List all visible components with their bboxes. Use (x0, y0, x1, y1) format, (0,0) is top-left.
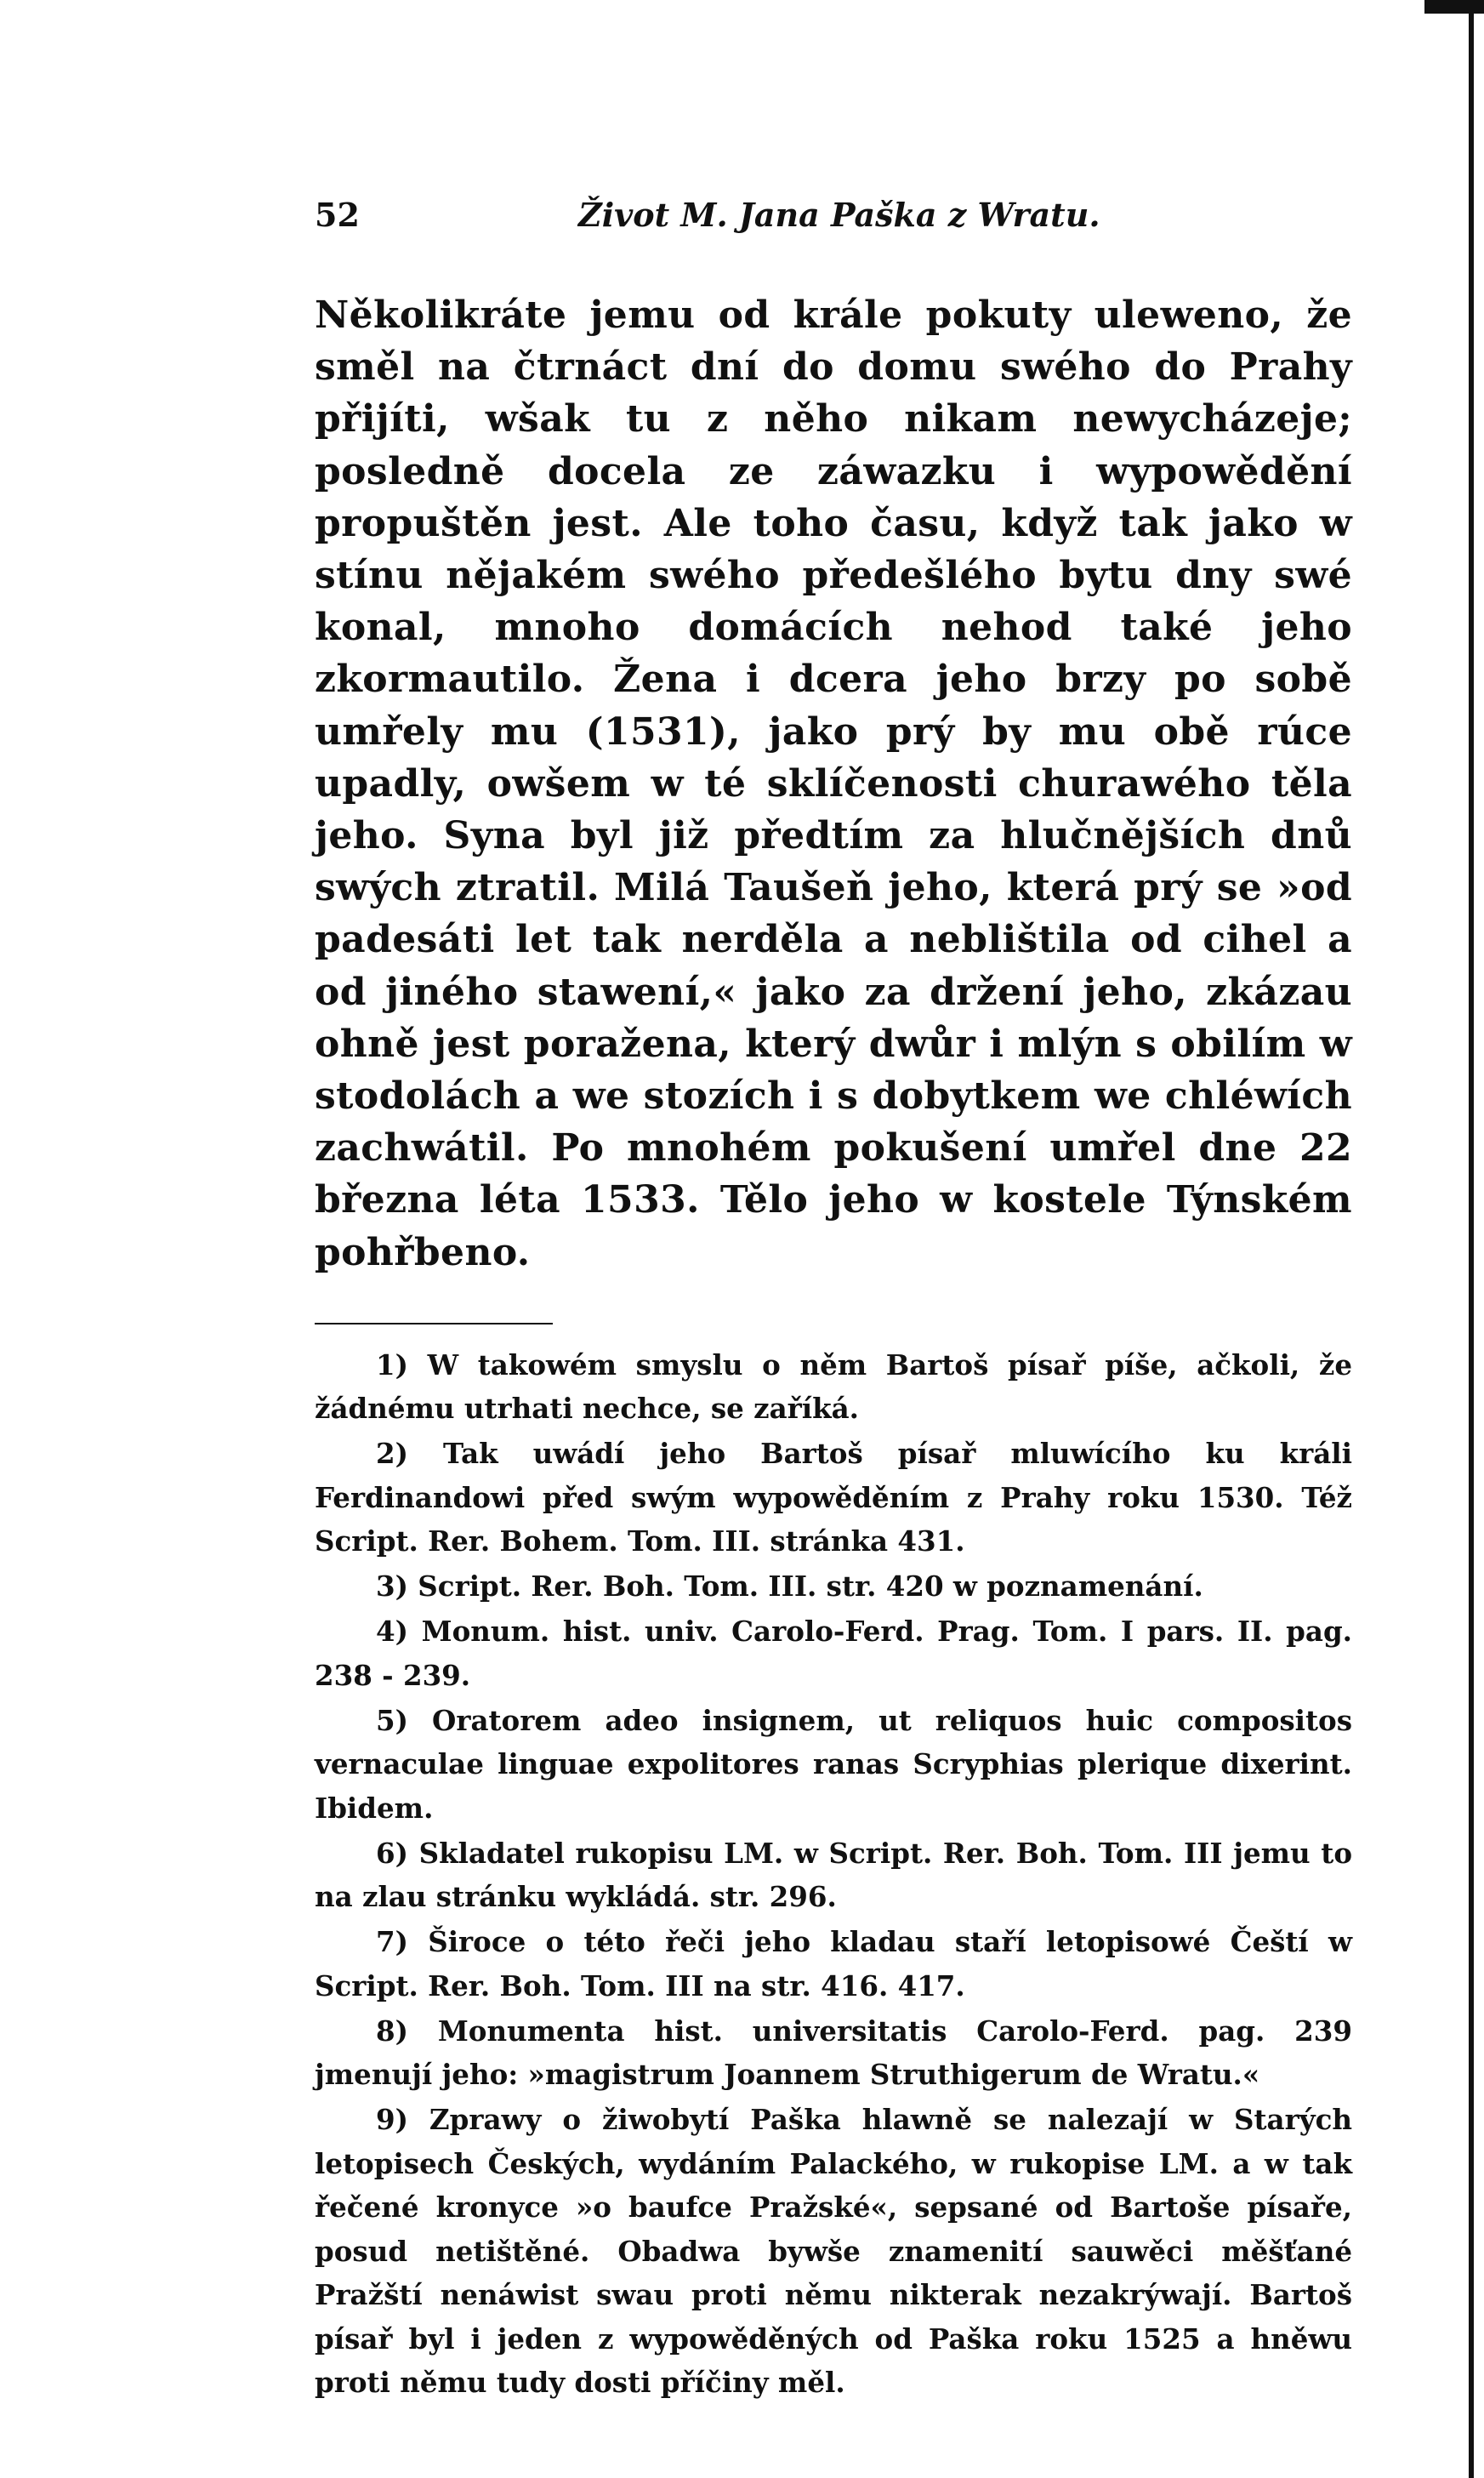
page-number: 52 (315, 196, 360, 234)
footnote-8: 8) Monumenta hist. universitatis Carolo-Ferd. pag. 239 jmenují jeho: »magistrum Joannem Struthigerum de Wratu.« (315, 2014, 1352, 2092)
footnote-7: 7) Široce o této řeči jeho kladau staří letopisowé Čeští w Script. Rer. Boh. Tom. III na str. 416. 417. (315, 1925, 1352, 2002)
running-title: Život M. Jana Paška z Wratu. (578, 196, 1100, 234)
running-head (315, 196, 1352, 247)
footnote-3: 3) Script. Rer. Boh. Tom. III. str. 420 w poznamenání. (376, 1569, 1203, 1604)
footnote-5: 5) Oratorem adeo insignem, ut reliquos huic compositos vernaculae linguae expolitores ranas Scryphias plerique dixerint. Ibidem. (315, 1703, 1352, 1825)
book-page (315, 196, 1352, 2406)
footnote-6: 6) Skladatel rukopisu LM. w Script. Rer. Boh. Tom. III jemu to na zlau stránku wykládá. str. 296. (315, 1836, 1352, 1914)
main-paragraph: Několikráte jemu od krále pokuty uleweno, že směl na čtrnáct dní do domu swého do Prahy přijíti, wšak tu z něho nikam newycházeje; posledně docela ze záwazku i wypowědění propuštěn jest. Ale toho času, když tak jako w stínu nějakém swého předešlého bytu dny swé konal, mnoho domácích nehod také jeho zkormautilo. Žena i dcera jeho brzy po sobě umřely mu (1531), jako prý by mu obě rúce upadly, owšem w té sklíčenosti churawého těla jeho. Syna byl již předtím za hlučnějších dnů swých ztratil. Milá Taušeň jeho, která prý se »od padesáti let tak nerděla a neblištila od cihel a od jiného stawení,« jako za držení jeho, zkázau ohně jest poražena, který dwůr i mlýn s obilím w stodolách a we stozích i s dobytkem we chléwích zachwátil. Po mnohém pokušení umřel dne 22 března léta 1533. Tělo jeho w kostele Týnském pohřbeno. (315, 293, 1352, 1274)
footnote-9: 9) Zprawy o žiwobytí Paška hlawně se nalezají w Starých letopisech Českých, wydáním Palackého, w rukopise LM. a w tak řečené kronyce »o baufce Pražské«, sepsané od Bartoše písaře, posud netištěné. Obadwa bywše znamenití sauwěci měšťané Pražští nenáwist swau proti němu nikterak nezakrýwají. Bartoš písař byl i jeden z wypowěděných od Paška roku 1525 a hněwu proti němu tudy dosti příčiny měl. (315, 2103, 1352, 2400)
footnote-1: 1) W takowém smyslu o něm Bartoš písař píše, ačkoli, že žádnému utrhati nechce, se zaříká. (315, 1347, 1352, 1426)
footnote-divider (315, 1323, 553, 1324)
footnote-2: 2) Tak uwádí jeho Bartoš písař mluwícího ku králi Ferdinandowi před swým wypowěděním z Prahy roku 1530. Též Script. Rer. Bohem. Tom. III. stránka 431. (315, 1437, 1352, 1558)
footnotes (315, 1343, 1352, 2405)
scan-corner-mark (1424, 0, 1484, 14)
footnote-4: 4) Monum. hist. univ. Carolo-Ferd. Prag. Tom. I pars. II. pag. 238 - 239. (315, 1615, 1352, 1692)
scan-edge-border (1469, 0, 1474, 2478)
